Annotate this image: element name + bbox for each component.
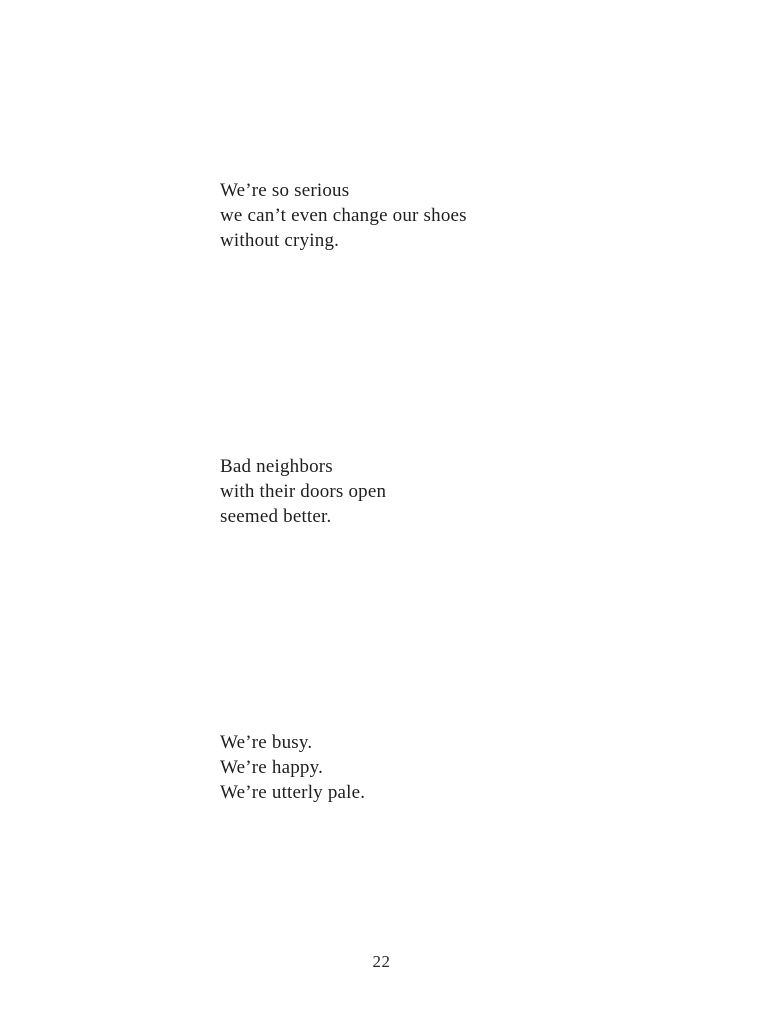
poem-stanza-2 (220, 454, 386, 529)
poem-line: We’re utterly pale. (220, 782, 366, 803)
poem-line: with their doors open (220, 481, 387, 502)
poem-line: Bad neighbors (220, 456, 333, 477)
poem-line: We’re busy. (220, 732, 313, 753)
poem-line: We’re so serious (220, 180, 350, 201)
page-number: 22 (372, 952, 391, 971)
poem-line: We’re happy. (220, 757, 324, 778)
poem-line: we can’t even change our shoes (220, 205, 467, 226)
poem-line: without crying. (220, 230, 340, 251)
poem-stanza-3 (220, 730, 365, 805)
poem-stanza-1 (220, 178, 467, 253)
poem-line: seemed better. (220, 506, 332, 527)
